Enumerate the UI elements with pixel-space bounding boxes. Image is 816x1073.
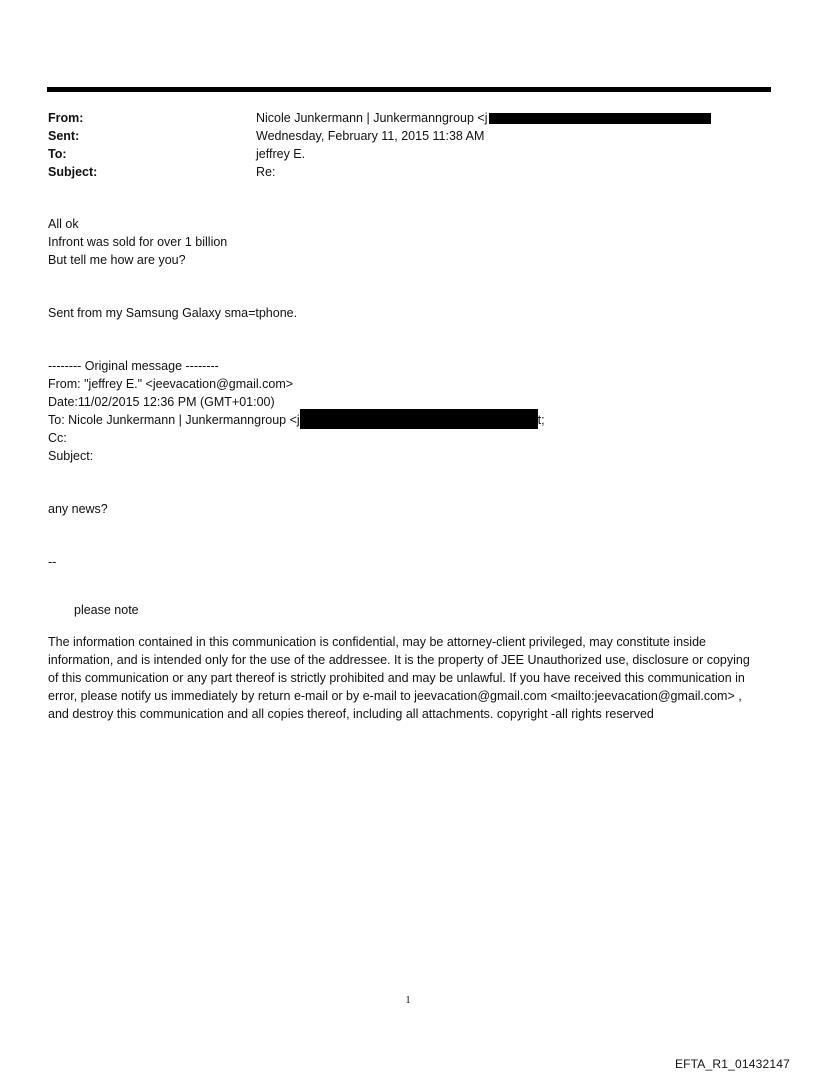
original-to-prefix: To: Nicole Junkermann | Junkermanngroup <j — [48, 413, 300, 427]
bates-number: EFTA_R1_01432147 — [674, 1057, 790, 1071]
to-value: jeffrey E. — [256, 147, 306, 161]
email-body — [48, 215, 768, 723]
please-note: please note — [74, 603, 139, 617]
subject-label: Subject: — [48, 165, 98, 179]
original-to — [48, 411, 768, 429]
original-body: any news? — [48, 502, 108, 516]
to-label: To: — [48, 147, 67, 161]
subject-value: Re: — [256, 165, 276, 179]
from-value — [256, 109, 711, 127]
confidentiality-notice: The information contained in this communication is confidential, may be attorney-client privileged, may constitute inside information, and is intended only for the use of the addressee. It is the property of JEE Unauthorized use, disclosure or copying of this communication or any part thereof is strictly prohibited and may be unlawful. If you have received this communication in error, please notify us immediately by return e-mail or by e-mail to jeevacation@gmail.com <mailto:jeevacation@gmail.com> , and destroy this communication and all copies thereof, including all attachments. copyright -all rights reserved — [48, 635, 750, 721]
message-line: Infront was sold for over 1 billion — [48, 235, 228, 249]
sent-value: Wednesday, February 11, 2015 11:38 AM — [256, 129, 485, 143]
sent-label: Sent: — [48, 129, 80, 143]
message-line: All ok — [48, 217, 79, 231]
header-rule — [47, 87, 771, 92]
original-cc: Cc: — [48, 431, 67, 445]
redaction-box — [300, 409, 538, 429]
redaction-box — [489, 113, 711, 124]
page-number: 1 — [405, 994, 411, 1006]
device-signature: Sent from my Samsung Galaxy sma=tphone. — [48, 306, 298, 320]
from-label: From: — [48, 111, 84, 125]
original-divider: -------- Original message -------- — [48, 359, 219, 373]
original-to-suffix: t; — [537, 413, 545, 427]
original-date: Date:11/02/2015 12:36 PM (GMT+01:00) — [48, 395, 275, 409]
original-subject: Subject: — [48, 449, 94, 463]
original-from: From: "jeffrey E." <jeevacation@gmail.com> — [48, 377, 294, 391]
message-line: But tell me how are you? — [48, 253, 186, 267]
signature-separator: -- — [48, 555, 57, 569]
from-value-text: Nicole Junkermann | Junkermanngroup <j — [256, 111, 488, 125]
